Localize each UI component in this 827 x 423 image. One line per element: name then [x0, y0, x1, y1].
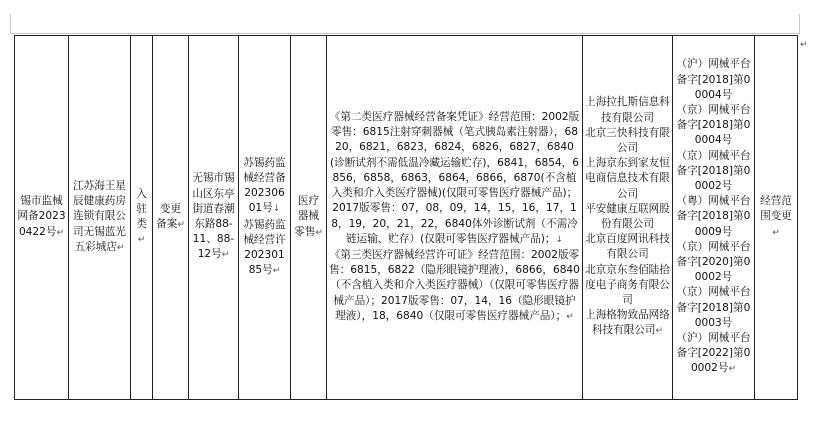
row-end-mark: ↵ — [800, 40, 808, 50]
platform-company-item: 上海格物致品网络科技有限公司↵ — [585, 309, 670, 337]
platform-company-item: 上海京东到家友恒电商信息技术有限公司 — [585, 157, 670, 200]
business-type-cell: 医疗器械零售↵ — [291, 36, 327, 400]
change-type-cell: 入驻类↵ — [131, 36, 153, 400]
platform-company-item: 北京百度网讯科技有限公司 — [585, 233, 670, 261]
filing-number-cell: 锡市监械网备20230422号↵ — [15, 36, 69, 400]
platform-company-item: 平安健康互联网股份有限公司 — [585, 202, 670, 230]
platform-license-cell — [673, 36, 755, 400]
page-corner-mark-left — [10, 14, 11, 34]
table-row — [15, 36, 798, 400]
platform-company-item: 北京京东叁佰陆拾度电子商务有限公司 — [585, 263, 670, 307]
filing-record-table — [14, 35, 798, 400]
address-cell: 无锡市锡山区东亭街道春潮东路88-11、88-12号↵ — [189, 36, 239, 400]
platform-license-item: （京）网械平台备字[2018]第00003号 — [676, 286, 751, 329]
page-margin-line — [10, 33, 800, 34]
filing-category-cell: 变更备案↵ — [153, 36, 189, 400]
platform-company-cell — [583, 36, 673, 400]
scope-class-two: 《第二类医疗器械经营备案凭证》经营范围：2002版零售：6815注射穿刺器械（笔式胰岛素注射器），6820，6821，6823，6824，6826，6827，6840(诊断试剂不需低温冷藏运输贮存)，6841，6854，6856，6858，6863，6864，6866，6870(不含植入类和介入类医疗器械)(仅限可零售医疗器械产品)；2017版零售：07，08，09，14，15，16，17，18，19，20，21，22，6840体外诊断试剂（不需冷链运输、贮存）(仅限可零售医疗器械产品)；↓ — [329, 111, 580, 245]
certificate-number-cell: 苏锡药监械经营备20230601号↓ 苏锡药监械经营许20230185号↵ — [239, 36, 291, 400]
platform-license-item: （京）网械平台备字[2020]第00002号 — [676, 240, 751, 284]
platform-license-item: （沪）网械平台备字[2022]第00002号↵ — [676, 332, 751, 375]
platform-company-item: 上海拉扎斯信息科技有限公司 — [585, 96, 670, 124]
platform-license-item: （沪）网械平台备字[2018]第00004号 — [676, 58, 751, 101]
platform-license-item: （京）网械平台备字[2018]第00002号 — [676, 149, 751, 192]
platform-license-item: （粤）网械平台备字[2018]第00009号 — [676, 195, 751, 238]
platform-license-item: （京）网械平台备字[2018]第00004号 — [676, 103, 751, 147]
page-corner-mark-right — [799, 14, 800, 34]
remark-cell: 经营范围变更↵ — [755, 36, 798, 400]
platform-company-item: 北京三快科技有限公司 — [585, 126, 670, 154]
enterprise-name-cell: 江苏海王星辰健康药房连锁有限公司无锡蓝光五彩城店↵ — [69, 36, 131, 400]
business-scope-cell — [327, 36, 583, 400]
scope-class-three: 《第三类医疗器械经营许可证》经营范围：2002版零售：6815，6822（隐形眼镜护理液），6866，6840（不含植入类和介入类医疗器械）（仅限可零售医疗器械产品）；2017版零售：07，14，16（隐形眼镜护理液），18，6840（仅限可零售医疗器械产品）；↵ — [329, 248, 580, 322]
